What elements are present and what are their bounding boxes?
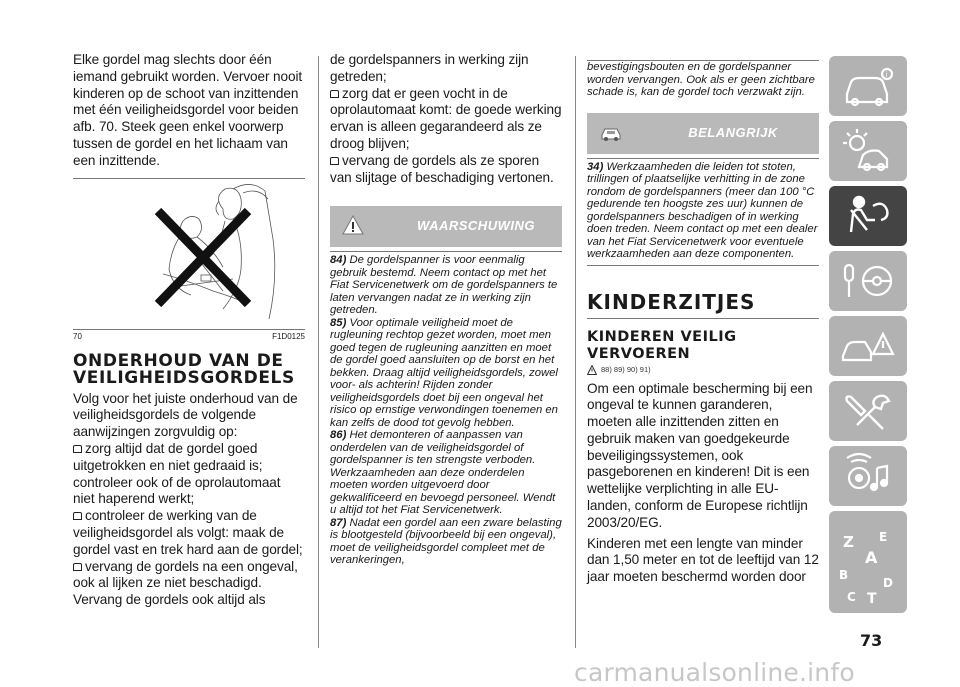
reference-numbers: 88) 89) 90) 91) xyxy=(601,365,651,374)
warning-rule xyxy=(330,251,562,252)
title-rule xyxy=(587,318,819,319)
important-title: BELANGRIJK xyxy=(688,124,778,140)
bullet-item: zorg altijd dat de gordel goed uitgetrokken en niet gedraaid is; controleer ook of de oprolautomaat niet haperend werkt; xyxy=(73,440,281,507)
figure-caption xyxy=(73,332,305,341)
column-divider-1 xyxy=(318,56,319,648)
bullet-icon xyxy=(330,157,339,165)
tools-icon xyxy=(829,381,907,441)
svg-text:C: C xyxy=(847,590,856,604)
svg-text:E: E xyxy=(879,530,888,544)
car-service-icon xyxy=(599,121,623,143)
svg-text:B: B xyxy=(839,568,849,582)
tab-index[interactable] xyxy=(829,511,907,613)
column-2 xyxy=(330,52,562,567)
warning-triangle-icon xyxy=(587,365,597,375)
warning-note-86: 86) Het demonteren of aanpassen van onderdelen van de veiligheidsgordel of gordelspanner is ten strengste verboden. Werkzaamheden aan deze onderdelen moeten worden uitgevoerd door gekwalificeerd en bevoegd personeel. Wendt u altijd tot het Fiat Servicenetwerk. xyxy=(330,429,556,517)
reference-line xyxy=(587,365,819,375)
child-seat-paragraph-1: Om een optimale bescherming bij een ongeval te kunnen garanderen, moeten alle inzittenden zitten en gebruik maken van goedgekeurde beveiligingssystemen, ook pasgeborenen en kinderen! Dit is een wettelijke verplichting in alle EU-landen, conform de Europese richtlijn 2003/20/EG. xyxy=(587,380,813,530)
tab-maintenance[interactable] xyxy=(829,381,907,441)
bullet-item: controleer de werking van de veiligheidsgordel als volgt: maak de gordel vast en trek hard aan de gordel; xyxy=(73,508,303,557)
tab-safety[interactable] xyxy=(829,186,907,246)
seatbelt-airbag-icon xyxy=(829,186,907,246)
bullet-icon xyxy=(330,90,339,98)
svg-text:i: i xyxy=(885,71,888,79)
warning-note-87: 87) Nadat een gordel aan een zware belasting is blootgesteld (bijvoorbeeld bij een ongeval), moet de veiligheidsgordel compleet met de verankeringen, xyxy=(330,516,562,567)
important-banner xyxy=(587,113,819,154)
bullet-item: zorg dat er geen vocht in de oprolautomaat komt: de goede werking ervan is alleen gegarandeerd als ze droog blijven; xyxy=(330,85,562,151)
bullet-icon xyxy=(73,445,82,453)
important-bottom-rule xyxy=(587,265,819,266)
warning-note-85: 85) Voor optimale veiligheid moet de rugleuning rechtop gezet worden, moet men goed tegen de rugleuning aanzitten en moet de gordel goed aansluiten op de borst en het bekken. Draag altijd veiligheidsgordels, zowel voor- als achterin! Rijden zonder veiligheidsgordels doet bij een ongeval het risico op ernstige verwondingen toenemen en kan zelfs de dood tot gevolg hebben. xyxy=(330,316,558,429)
child-seat-paragraph-2: Kinderen met een lengte van minder dan 1,50 meter en tot de leeftijd van 12 jaar moeten beschermd worden door xyxy=(587,535,819,585)
important-rule xyxy=(587,158,819,159)
tab-multimedia[interactable] xyxy=(829,446,907,506)
bullet-icon xyxy=(73,512,82,520)
tab-lights[interactable] xyxy=(829,121,907,181)
tab-starting-driving[interactable] xyxy=(829,251,907,311)
column-1 xyxy=(73,52,305,609)
bullet-item: vervang de gordels als ze sporen van slijtage of beschadiging vertonen. xyxy=(330,152,554,185)
figure-code: F1D0125 xyxy=(272,331,305,341)
bullet-item: vervang de gordels na een ongeval, ook al lijken ze niet beschadigd. Vervang de gordels ook altijd als xyxy=(73,558,298,608)
warning-note-84: 84) De gordelspanner is voor eenmalig gebruik bestemd. Neem contact op met het Fiat Servicenetwerk om de gordelspanners te laten vervangen nadat ze in werking zijn getreden. xyxy=(330,254,558,317)
figure-number: 70 xyxy=(73,331,82,341)
car-info-icon xyxy=(829,56,907,116)
warning-accident-icon xyxy=(829,316,907,376)
tab-emergency[interactable] xyxy=(829,316,907,376)
figure-70 xyxy=(73,179,305,329)
intro-paragraph: Elke gordel mag slechts door één iemand gebruikt worden. Vervoer nooit kinderen op de schoot van inzittenden met één veiligheidsgordel voor beiden afb. 70. Steek geen enkel voorwerp tussen de gordel en het lichaam van een inzittende. xyxy=(73,52,303,168)
lights-icon xyxy=(829,121,907,181)
important-note-34: 34) Werkzaamheden die leiden tot stoten, trillingen of plaatselijke verhitting in de zone rondom de gordelspanners (meer dan 100 °C gedurende ten hoogste zes uur) kunnen de gordelspanners beschadigen of in werking doen treden. Neem contact op met een dealer van het Fiat Servicenetwerk voor eventuele werkzaamheden aan deze componenten. xyxy=(587,160,818,260)
column-3 xyxy=(587,52,819,586)
svg-text:D: D xyxy=(883,576,893,590)
column-divider-2 xyxy=(575,56,576,648)
subheading-safe-transport: KINDEREN VEILIG VERVOEREN xyxy=(587,328,737,362)
key-steering-icon xyxy=(829,251,907,311)
warning-triangle-icon xyxy=(342,214,364,236)
warning-title: WAARSCHUWING xyxy=(417,218,535,234)
svg-text:Z: Z xyxy=(843,533,854,551)
svg-text:T: T xyxy=(867,591,877,607)
maintenance-intro: Volg voor het juiste onderhoud van de veiligheidsgordels de volgende aanwijzingen zorgvuldig op: xyxy=(73,390,298,440)
tab-car-info[interactable] xyxy=(829,56,907,116)
section-title-child-seats: KINDERZITJES xyxy=(587,289,756,314)
child-on-lap-illustration xyxy=(73,179,305,329)
continued-warning-text: bevestigingsbouten en de gordelspanner worden vervangen. Ook als er geen zichtbare schade is, kan de gordel toch verzwakt zijn. xyxy=(587,61,815,98)
page-number: 73 xyxy=(860,631,883,650)
watermark: carmanualsonline.info xyxy=(574,658,855,687)
index-letters-icon xyxy=(829,511,907,613)
bullet-icon xyxy=(73,563,82,571)
svg-text:A: A xyxy=(865,548,878,567)
warning-banner xyxy=(330,206,562,247)
multimedia-icon xyxy=(829,446,907,506)
continued-text: de gordelspanners in werking zijn getreden; xyxy=(330,52,529,84)
section-heading-maintenance: ONDERHOUD VAN DE VEILIGHEIDSGORDELS xyxy=(73,350,295,388)
